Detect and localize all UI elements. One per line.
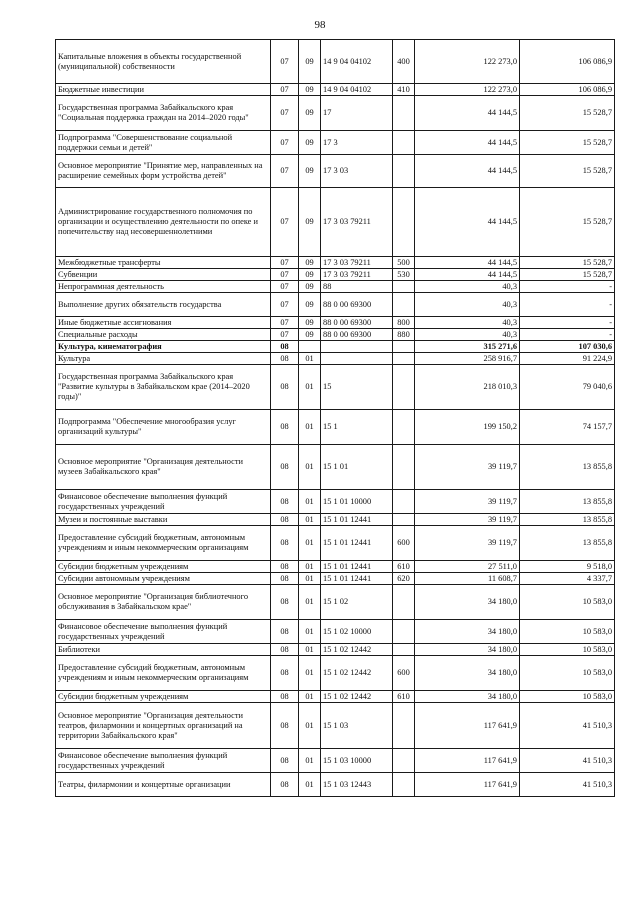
row-target-article: 15 1 01 bbox=[321, 445, 393, 490]
row-amount-plan: 39 119,7 bbox=[415, 490, 520, 514]
row-amount-actual: 15 528,7 bbox=[520, 155, 615, 188]
row-subsection: 01 bbox=[299, 561, 321, 573]
row-expense-type bbox=[393, 341, 415, 353]
row-amount-actual: 74 157,7 bbox=[520, 410, 615, 445]
row-amount-plan: 258 916,7 bbox=[415, 353, 520, 365]
row-expense-type bbox=[393, 293, 415, 317]
table-row bbox=[56, 526, 615, 561]
row-name: Подпрограмма "Обеспечение многообразия услуг организаций культуры" bbox=[56, 410, 271, 445]
row-section: 07 bbox=[271, 317, 299, 329]
row-section: 08 bbox=[271, 365, 299, 410]
row-section: 08 bbox=[271, 749, 299, 773]
row-target-article: 15 1 02 12442 bbox=[321, 656, 393, 691]
row-amount-actual: 106 086,9 bbox=[520, 40, 615, 84]
table-row bbox=[56, 96, 615, 131]
row-target-article: 14 9 04 04102 bbox=[321, 84, 393, 96]
row-name: Библиотеки bbox=[56, 644, 271, 656]
row-expense-type bbox=[393, 188, 415, 257]
row-subsection: 01 bbox=[299, 445, 321, 490]
table-row bbox=[56, 353, 615, 365]
row-name: Субсидии бюджетным учреждениям bbox=[56, 691, 271, 703]
row-expense-type bbox=[393, 365, 415, 410]
row-amount-actual: - bbox=[520, 317, 615, 329]
row-amount-plan: 34 180,0 bbox=[415, 644, 520, 656]
row-amount-actual: 15 528,7 bbox=[520, 269, 615, 281]
row-amount-plan: 34 180,0 bbox=[415, 585, 520, 620]
row-subsection: 01 bbox=[299, 410, 321, 445]
row-section: 08 bbox=[271, 410, 299, 445]
row-section: 07 bbox=[271, 131, 299, 155]
table-row bbox=[56, 293, 615, 317]
table-row bbox=[56, 131, 615, 155]
row-target-article: 15 bbox=[321, 365, 393, 410]
row-subsection: 01 bbox=[299, 703, 321, 749]
row-amount-plan: 34 180,0 bbox=[415, 691, 520, 703]
row-subsection: 09 bbox=[299, 257, 321, 269]
row-name: Основное мероприятие "Организация деятельности музеев Забайкальского края" bbox=[56, 445, 271, 490]
row-section: 08 bbox=[271, 644, 299, 656]
row-expense-type bbox=[393, 644, 415, 656]
row-expense-type bbox=[393, 620, 415, 644]
row-amount-plan: 44 144,5 bbox=[415, 96, 520, 131]
row-section: 07 bbox=[271, 329, 299, 341]
row-amount-plan: 199 150,2 bbox=[415, 410, 520, 445]
row-section: 07 bbox=[271, 269, 299, 281]
row-section: 08 bbox=[271, 573, 299, 585]
row-amount-plan: 218 010,3 bbox=[415, 365, 520, 410]
row-name: Музеи и постоянные выставки bbox=[56, 514, 271, 526]
table-row bbox=[56, 703, 615, 749]
row-expense-type: 800 bbox=[393, 317, 415, 329]
row-target-article: 15 1 bbox=[321, 410, 393, 445]
row-subsection: 09 bbox=[299, 269, 321, 281]
row-section: 07 bbox=[271, 188, 299, 257]
row-name: Основное мероприятие "Принятие мер, направленных на расширение семейных форм устройства детей" bbox=[56, 155, 271, 188]
row-amount-plan: 122 273,0 bbox=[415, 40, 520, 84]
row-amount-actual: 41 510,3 bbox=[520, 703, 615, 749]
row-name: Государственная программа Забайкальского края "Социальная поддержка граждан на 2014–2020 годы" bbox=[56, 96, 271, 131]
row-expense-type bbox=[393, 703, 415, 749]
row-amount-plan: 39 119,7 bbox=[415, 526, 520, 561]
row-amount-actual: 10 583,0 bbox=[520, 656, 615, 691]
table-row bbox=[56, 691, 615, 703]
row-name: Театры, филармонии и концертные организации bbox=[56, 773, 271, 797]
row-amount-plan: 40,3 bbox=[415, 317, 520, 329]
row-amount-plan: 44 144,5 bbox=[415, 257, 520, 269]
row-amount-plan: 117 641,9 bbox=[415, 749, 520, 773]
row-amount-actual: 13 855,8 bbox=[520, 445, 615, 490]
row-subsection: 01 bbox=[299, 514, 321, 526]
row-amount-plan: 117 641,9 bbox=[415, 773, 520, 797]
row-name: Подпрограмма "Совершенствование социальной поддержки семьи и детей" bbox=[56, 131, 271, 155]
row-amount-plan: 44 144,5 bbox=[415, 269, 520, 281]
row-section: 07 bbox=[271, 40, 299, 84]
row-target-article: 88 0 00 69300 bbox=[321, 293, 393, 317]
row-section: 08 bbox=[271, 353, 299, 365]
row-name: Бюджетные инвестиции bbox=[56, 84, 271, 96]
row-subsection: 09 bbox=[299, 281, 321, 293]
row-section: 08 bbox=[271, 585, 299, 620]
row-expense-type bbox=[393, 490, 415, 514]
row-section: 07 bbox=[271, 281, 299, 293]
row-subsection: 09 bbox=[299, 293, 321, 317]
row-name: Капитальные вложения в объекты государственной (муниципальной) собственности bbox=[56, 40, 271, 84]
row-subsection: 01 bbox=[299, 620, 321, 644]
row-target-article: 17 3 bbox=[321, 131, 393, 155]
table-row bbox=[56, 188, 615, 257]
row-expense-type bbox=[393, 96, 415, 131]
row-section: 08 bbox=[271, 620, 299, 644]
table-row bbox=[56, 656, 615, 691]
row-subsection: 01 bbox=[299, 573, 321, 585]
row-target-article: 14 9 04 04102 bbox=[321, 40, 393, 84]
row-name: Субсидии автономным учреждениям bbox=[56, 573, 271, 585]
row-name: Предоставление субсидий бюджетным, автономным учреждениям и иным некоммерческим организациям bbox=[56, 656, 271, 691]
row-target-article: 15 1 01 12441 bbox=[321, 526, 393, 561]
row-expense-type bbox=[393, 410, 415, 445]
table-row bbox=[56, 341, 615, 353]
row-amount-actual: 10 583,0 bbox=[520, 691, 615, 703]
row-amount-actual: - bbox=[520, 281, 615, 293]
row-subsection: 01 bbox=[299, 585, 321, 620]
row-target-article: 17 bbox=[321, 96, 393, 131]
table-row bbox=[56, 644, 615, 656]
row-name: Финансовое обеспечение выполнения функций государственных учреждений bbox=[56, 749, 271, 773]
row-section: 08 bbox=[271, 490, 299, 514]
row-amount-plan: 44 144,5 bbox=[415, 188, 520, 257]
row-target-article: 17 3 03 79211 bbox=[321, 188, 393, 257]
row-expense-type: 620 bbox=[393, 573, 415, 585]
row-name: Государственная программа Забайкальского края "Развитие культуры в Забайкальском крае (2014–2020 годы)" bbox=[56, 365, 271, 410]
row-subsection: 01 bbox=[299, 365, 321, 410]
row-subsection: 01 bbox=[299, 526, 321, 561]
row-name: Межбюджетные трансферты bbox=[56, 257, 271, 269]
row-amount-plan: 40,3 bbox=[415, 281, 520, 293]
row-expense-type: 610 bbox=[393, 691, 415, 703]
row-expense-type: 880 bbox=[393, 329, 415, 341]
row-target-article: 15 1 01 10000 bbox=[321, 490, 393, 514]
row-target-article: 15 1 02 12442 bbox=[321, 644, 393, 656]
table-row bbox=[56, 257, 615, 269]
row-amount-actual: 15 528,7 bbox=[520, 188, 615, 257]
table-row bbox=[56, 155, 615, 188]
row-name: Иные бюджетные ассигнования bbox=[56, 317, 271, 329]
row-amount-actual: 15 528,7 bbox=[520, 96, 615, 131]
row-amount-actual: 13 855,8 bbox=[520, 514, 615, 526]
row-subsection: 01 bbox=[299, 656, 321, 691]
table-row bbox=[56, 365, 615, 410]
row-amount-actual: 15 528,7 bbox=[520, 131, 615, 155]
row-amount-plan: 44 144,5 bbox=[415, 131, 520, 155]
row-subsection: 09 bbox=[299, 329, 321, 341]
row-amount-actual: 41 510,3 bbox=[520, 749, 615, 773]
table-row bbox=[56, 573, 615, 585]
row-section: 08 bbox=[271, 561, 299, 573]
row-subsection: 09 bbox=[299, 96, 321, 131]
row-subsection: 09 bbox=[299, 84, 321, 96]
row-expense-type: 530 bbox=[393, 269, 415, 281]
table-row bbox=[56, 561, 615, 573]
row-section: 08 bbox=[271, 773, 299, 797]
row-section: 08 bbox=[271, 526, 299, 561]
row-section: 08 bbox=[271, 514, 299, 526]
row-expense-type bbox=[393, 445, 415, 490]
row-section: 08 bbox=[271, 691, 299, 703]
row-section: 08 bbox=[271, 341, 299, 353]
row-amount-plan: 40,3 bbox=[415, 329, 520, 341]
row-target-article: 15 1 03 12443 bbox=[321, 773, 393, 797]
row-amount-actual: 79 040,6 bbox=[520, 365, 615, 410]
row-target-article: 88 bbox=[321, 281, 393, 293]
row-name: Специальные расходы bbox=[56, 329, 271, 341]
row-expense-type bbox=[393, 749, 415, 773]
row-target-article: 15 1 03 bbox=[321, 703, 393, 749]
table-row bbox=[56, 317, 615, 329]
table-row bbox=[56, 514, 615, 526]
row-amount-plan: 11 608,7 bbox=[415, 573, 520, 585]
page-number: 98 bbox=[314, 19, 326, 31]
row-target-article: 88 0 00 69300 bbox=[321, 317, 393, 329]
row-amount-actual: 41 510,3 bbox=[520, 773, 615, 797]
row-subsection: 01 bbox=[299, 644, 321, 656]
row-amount-plan: 117 641,9 bbox=[415, 703, 520, 749]
row-name: Основное мероприятие "Организация деятельности театров, филармонии и концертных организаций на территории Забайкальского края" bbox=[56, 703, 271, 749]
row-amount-actual: - bbox=[520, 329, 615, 341]
row-section: 07 bbox=[271, 96, 299, 131]
row-amount-plan: 44 144,5 bbox=[415, 155, 520, 188]
row-expense-type: 610 bbox=[393, 561, 415, 573]
row-name: Администрирование государственного полномочия по организации и осуществлению деятельности по опеке и попечительству над несовершеннолетними bbox=[56, 188, 271, 257]
row-section: 08 bbox=[271, 445, 299, 490]
row-subsection: 01 bbox=[299, 353, 321, 365]
row-subsection: 01 bbox=[299, 749, 321, 773]
row-amount-actual: 15 528,7 bbox=[520, 257, 615, 269]
row-name: Культура, кинематография bbox=[56, 341, 271, 353]
row-expense-type bbox=[393, 585, 415, 620]
row-subsection: 09 bbox=[299, 317, 321, 329]
row-name: Субсидии бюджетным учреждениям bbox=[56, 561, 271, 573]
row-amount-actual: 107 030,6 bbox=[520, 341, 615, 353]
table-row bbox=[56, 84, 615, 96]
row-name: Непрограммная деятельность bbox=[56, 281, 271, 293]
row-name: Выполнение других обязательств государства bbox=[56, 293, 271, 317]
row-subsection: 09 bbox=[299, 40, 321, 84]
row-subsection: 09 bbox=[299, 131, 321, 155]
row-section: 07 bbox=[271, 257, 299, 269]
row-expense-type bbox=[393, 281, 415, 293]
row-amount-plan: 40,3 bbox=[415, 293, 520, 317]
row-amount-plan: 315 271,6 bbox=[415, 341, 520, 353]
row-amount-plan: 34 180,0 bbox=[415, 656, 520, 691]
table-row bbox=[56, 269, 615, 281]
row-name: Субвенции bbox=[56, 269, 271, 281]
row-target-article: 15 1 01 12441 bbox=[321, 561, 393, 573]
row-section: 08 bbox=[271, 656, 299, 691]
table-row bbox=[56, 329, 615, 341]
row-section: 07 bbox=[271, 84, 299, 96]
row-expense-type bbox=[393, 773, 415, 797]
row-target-article bbox=[321, 353, 393, 365]
row-subsection: 01 bbox=[299, 490, 321, 514]
row-expense-type: 500 bbox=[393, 257, 415, 269]
row-name: Предоставление субсидий бюджетным, автономным учреждениям и иным некоммерческим организациям bbox=[56, 526, 271, 561]
row-subsection: 01 bbox=[299, 773, 321, 797]
row-name: Финансовое обеспечение выполнения функций государственных учреждений bbox=[56, 490, 271, 514]
row-amount-actual: 4 337,7 bbox=[520, 573, 615, 585]
row-target-article bbox=[321, 341, 393, 353]
row-target-article: 17 3 03 bbox=[321, 155, 393, 188]
row-expense-type: 600 bbox=[393, 526, 415, 561]
row-target-article: 15 1 02 10000 bbox=[321, 620, 393, 644]
row-amount-plan: 39 119,7 bbox=[415, 445, 520, 490]
row-expense-type bbox=[393, 353, 415, 365]
table-row bbox=[56, 490, 615, 514]
row-target-article: 15 1 02 bbox=[321, 585, 393, 620]
row-expense-type bbox=[393, 514, 415, 526]
row-target-article: 17 3 03 79211 bbox=[321, 257, 393, 269]
row-amount-actual: 91 224,9 bbox=[520, 353, 615, 365]
row-target-article: 15 1 01 12441 bbox=[321, 514, 393, 526]
row-target-article: 17 3 03 79211 bbox=[321, 269, 393, 281]
row-amount-actual: - bbox=[520, 293, 615, 317]
budget-table bbox=[55, 39, 615, 797]
row-name: Основное мероприятие "Организация библиотечного обслуживания в Забайкальском крае" bbox=[56, 585, 271, 620]
row-amount-actual: 13 855,8 bbox=[520, 490, 615, 514]
row-target-article: 15 1 01 12441 bbox=[321, 573, 393, 585]
row-amount-actual: 10 583,0 bbox=[520, 644, 615, 656]
row-amount-actual: 10 583,0 bbox=[520, 585, 615, 620]
row-expense-type bbox=[393, 155, 415, 188]
row-amount-plan: 34 180,0 bbox=[415, 620, 520, 644]
row-amount-actual: 10 583,0 bbox=[520, 620, 615, 644]
table-row bbox=[56, 585, 615, 620]
table-row bbox=[56, 410, 615, 445]
row-subsection: 01 bbox=[299, 691, 321, 703]
row-name: Культура bbox=[56, 353, 271, 365]
row-subsection bbox=[299, 341, 321, 353]
row-target-article: 15 1 03 10000 bbox=[321, 749, 393, 773]
row-section: 07 bbox=[271, 293, 299, 317]
row-expense-type: 410 bbox=[393, 84, 415, 96]
row-expense-type: 600 bbox=[393, 656, 415, 691]
row-amount-plan: 27 511,0 bbox=[415, 561, 520, 573]
row-subsection: 09 bbox=[299, 155, 321, 188]
table-row bbox=[56, 749, 615, 773]
table-row bbox=[56, 445, 615, 490]
table-row bbox=[56, 620, 615, 644]
row-section: 07 bbox=[271, 155, 299, 188]
row-name: Финансовое обеспечение выполнения функций государственных учреждений bbox=[56, 620, 271, 644]
table-row bbox=[56, 281, 615, 293]
table-row bbox=[56, 40, 615, 84]
row-expense-type bbox=[393, 131, 415, 155]
row-target-article: 15 1 02 12442 bbox=[321, 691, 393, 703]
table-row bbox=[56, 773, 615, 797]
row-amount-actual: 106 086,9 bbox=[520, 84, 615, 96]
row-amount-plan: 39 119,7 bbox=[415, 514, 520, 526]
row-amount-actual: 9 518,0 bbox=[520, 561, 615, 573]
row-target-article: 88 0 00 69300 bbox=[321, 329, 393, 341]
row-amount-plan: 122 273,0 bbox=[415, 84, 520, 96]
row-amount-actual: 13 855,8 bbox=[520, 526, 615, 561]
row-section: 08 bbox=[271, 703, 299, 749]
row-expense-type: 400 bbox=[393, 40, 415, 84]
row-subsection: 09 bbox=[299, 188, 321, 257]
